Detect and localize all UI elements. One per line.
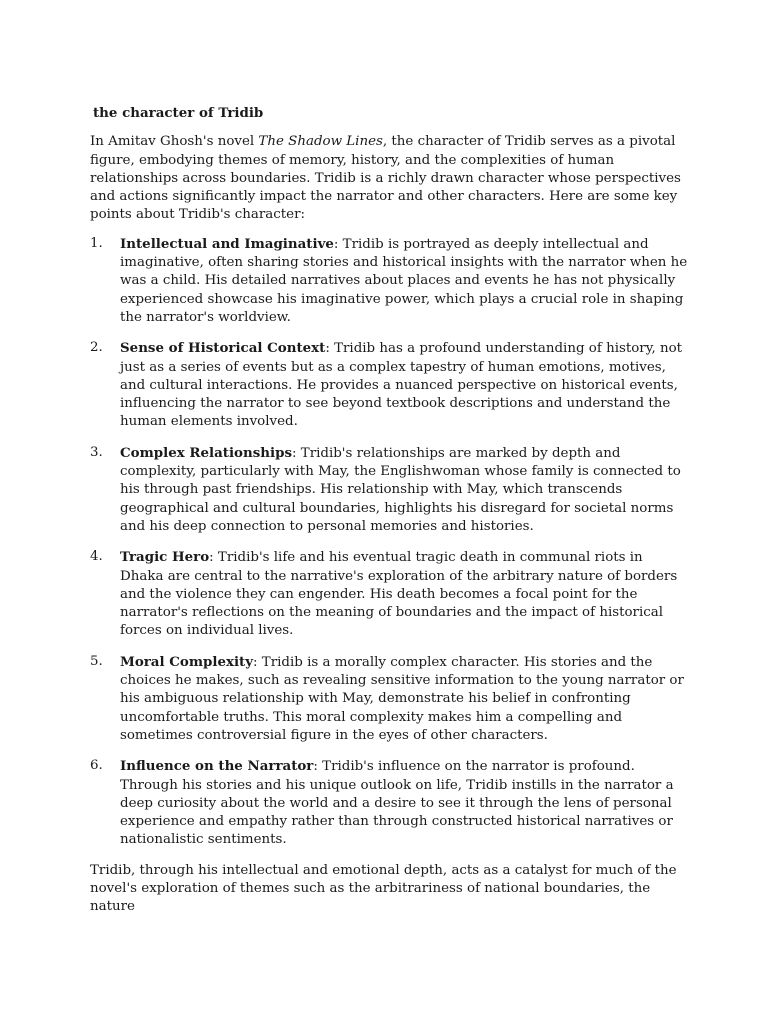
key-points-list — [90, 235, 690, 850]
list-item — [90, 548, 690, 640]
book-title: The Shadow Lines — [258, 134, 383, 150]
list-number: 4. — [90, 549, 103, 565]
list-item — [90, 757, 690, 849]
point-term: Tragic Hero — [120, 549, 210, 566]
list-item — [90, 339, 690, 431]
point-text: : Tridib's influence on the narrator is profound. Through his stories and his unique outlook on life, Tridib instills in the narrator a deep curiosity about the world and a desire to see it through the lens of personal experience and empathy rather than through constructed historical narratives or nationalistic sentiments. — [120, 759, 674, 848]
point-term: Moral Complexity — [120, 653, 253, 670]
point-term: Influence on the Narrator — [120, 758, 314, 775]
point-text: : Tridib is portrayed as deeply intellectual and imaginative, often sharing stories and historical insights with the narrator when he was a child. His detailed narratives about places and events he has not physically experienced showcase his imaginative power, which plays a crucial role in shaping the narrator's worldview. — [120, 236, 688, 325]
document-page — [90, 104, 690, 927]
intro-text-after: , the character of Tridib serves as a pivotal figure, embodying themes of memory, history, and the complexities of human relationships across boundaries. Tridib is a richly drawn character whose perspectives and actions significantly impact the narrator and other characters. Here are some key points about Tridib's character: — [90, 134, 681, 223]
point-term: Complex Relationships — [120, 444, 292, 461]
list-number: 2. — [90, 340, 103, 356]
list-number: 5. — [90, 653, 103, 669]
point-text: : Tridib is a morally complex character. His stories and the choices he makes, such as revealing sensitive information to the young narrator or his ambiguous relationship with May, demonstrate his belief in confronting uncomfortable truths. This moral complexity makes him a compelling and sometimes controversial figure in the eyes of other characters. — [120, 654, 684, 743]
list-item — [90, 653, 690, 745]
intro-text-before: In Amitav Ghosh's novel — [90, 134, 259, 150]
point-term: Intellectual and Imaginative — [120, 235, 334, 252]
intro-paragraph — [90, 133, 690, 224]
list-number: 6. — [90, 758, 103, 774]
point-term: Sense of Historical Context — [120, 340, 326, 357]
point-text: : Tridib's life and his eventual tragic death in communal riots in Dhaka are central to the narrative's exploration of the arbitrary nature of borders and the violence they can engender. His death becomes a focal point for the narrator's reflections on the meaning of boundaries and the impact of historical forces on individual lives. — [120, 550, 678, 639]
list-item — [90, 444, 690, 536]
list-number: 3. — [90, 444, 103, 460]
point-text: : Tridib's relationships are marked by depth and complexity, particularly with May, the Englishwoman whose family is connected to his through past friendships. His relationship with May, which transcends geographical and cultural boundaries, highlights his disregard for societal norms and his deep connection to personal memories and histories. — [120, 445, 681, 534]
list-item — [90, 235, 690, 327]
document-title: the character of Tridib — [93, 105, 264, 121]
point-text: : Tridib has a profound understanding of history, not just as a series of events but as a complex tapestry of human emotions, motives, and cultural interactions. He provides a nuanced perspective on historical events, influencing the narrator to see beyond textbook descriptions and understand the human elements involved. — [120, 341, 683, 430]
closing-paragraph: Tridib, through his intellectual and emotional depth, acts as a catalyst for much of the novel's exploration of themes such as the arbitrariness of national boundaries, the nature — [90, 862, 677, 915]
list-number: 1. — [90, 235, 103, 251]
